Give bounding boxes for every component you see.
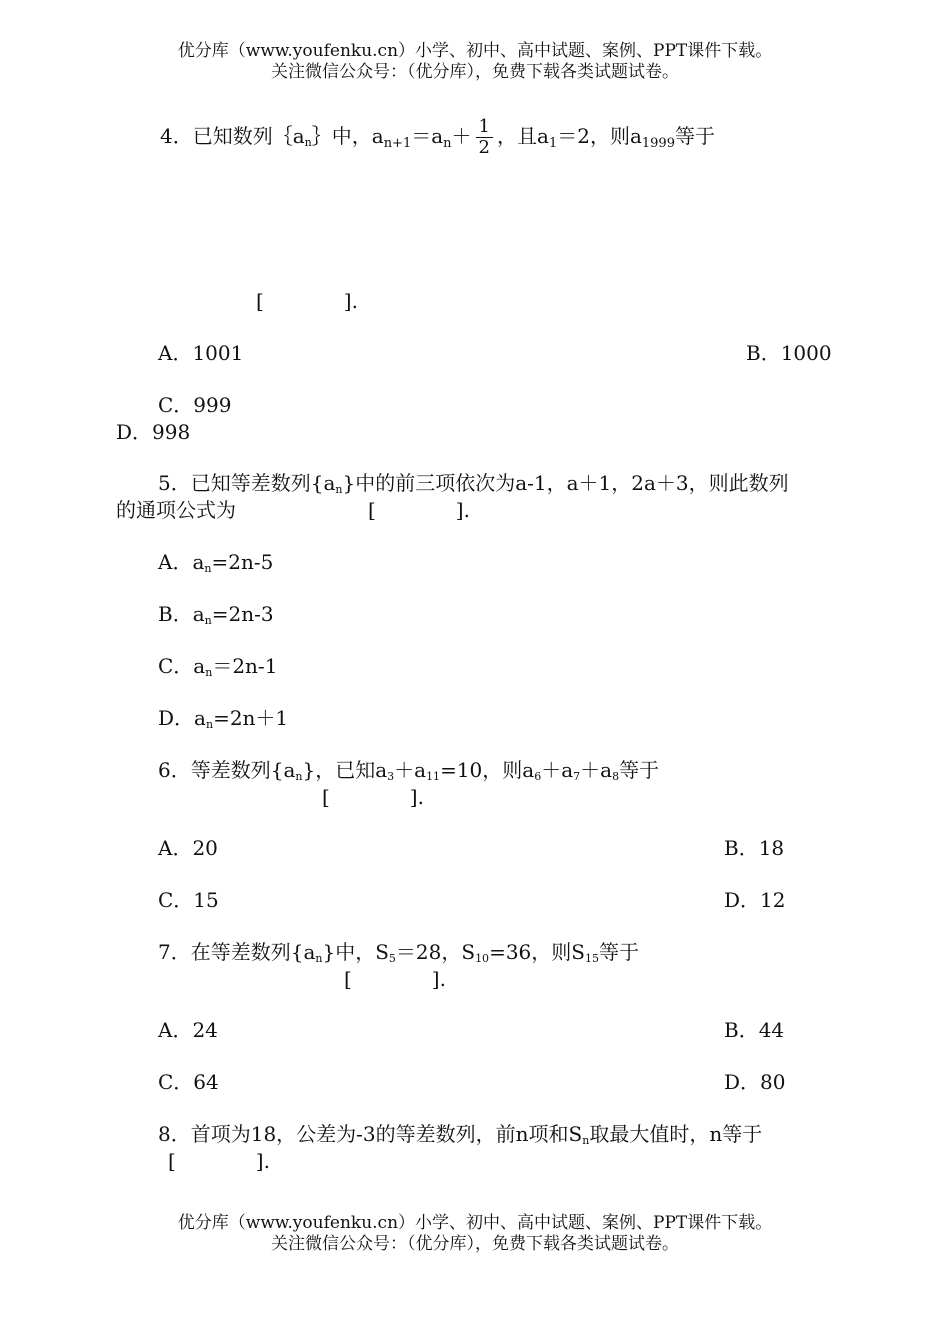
question-7-option-d: D．80	[724, 1070, 786, 1094]
question-4-option-d: D．998	[116, 420, 191, 444]
question-4-bracket: [ ].	[256, 289, 358, 313]
question-6-stem: 6．等差数列$\{a_n\}$，已知$a_3+a_{11}=10$，则$a_6+a_7+a_8$等于	[158, 758, 660, 783]
question-7-bracket: [ ].	[344, 967, 446, 991]
question-7-option-c: C．64	[158, 1070, 219, 1094]
question-4-option-a: A．1001	[158, 341, 244, 365]
fraction-one-half: $\frac{1}{2}$	[476, 117, 493, 158]
page-header-line1: 优分库（www.youfenku.cn）小学、初中、高中试题、案例、PPT课件下载。	[177, 41, 773, 61]
question-4-option-c: C．999	[158, 393, 232, 417]
page-footer-line2: 关注微信公众号：（优分库），免费下载各类试题试卷。	[271, 1234, 679, 1254]
question-6-option-a: A．20	[158, 836, 218, 860]
question-5-option-d: D．$a_n=2n+1$	[158, 706, 289, 731]
question-6-option-b: B．18	[724, 836, 785, 860]
question-6-bracket: [ ].	[322, 785, 424, 809]
question-5-bracket: [ ].	[368, 498, 470, 522]
page-header-line2: 关注微信公众号：（优分库），免费下载各类试题试卷。	[271, 62, 679, 82]
question-6-option-d: D．12	[724, 888, 786, 912]
question-4-stem: 4．已知数列$\{a_n\}$中，$a_{n+1}=a_n+$ $\frac{1}{2}$ ，且$a_1=2$，则$a_{1999}$等于	[160, 116, 715, 158]
question-6-option-c: C．15	[158, 888, 219, 912]
page-footer-line1: 优分库（www.youfenku.cn）小学、初中、高中试题、案例、PPT课件下载。	[177, 1213, 773, 1233]
question-7-option-b: B．44	[724, 1018, 785, 1042]
question-5-option-b: B．$a_n=2n-3$	[158, 602, 274, 627]
question-5-option-c: C．$a_n=2n-1$	[158, 654, 278, 679]
question-8-bracket: [ ].	[168, 1149, 270, 1173]
question-4-option-b: B．1000	[746, 341, 832, 365]
question-5-stem-line2: 的通项公式为	[116, 498, 236, 522]
question-7-option-a: A．24	[158, 1018, 218, 1042]
question-8-stem: 8．首项为18，公差为-3的等差数列，前n项和$S_n$取最大值时，n等于	[158, 1122, 763, 1147]
question-5-stem: 5．已知等差数列$\{a_n\}$中的前三项依次为a-1，a＋1，2a＋3，则此数列	[158, 471, 789, 496]
question-5-option-a: A．$a_n=2n-5$	[158, 550, 274, 575]
question-7-stem: 7．在等差数列$\{a_n\}$中，$S_5=28$，$S_{10}=36$，则$S_{15}$等于	[158, 940, 639, 965]
